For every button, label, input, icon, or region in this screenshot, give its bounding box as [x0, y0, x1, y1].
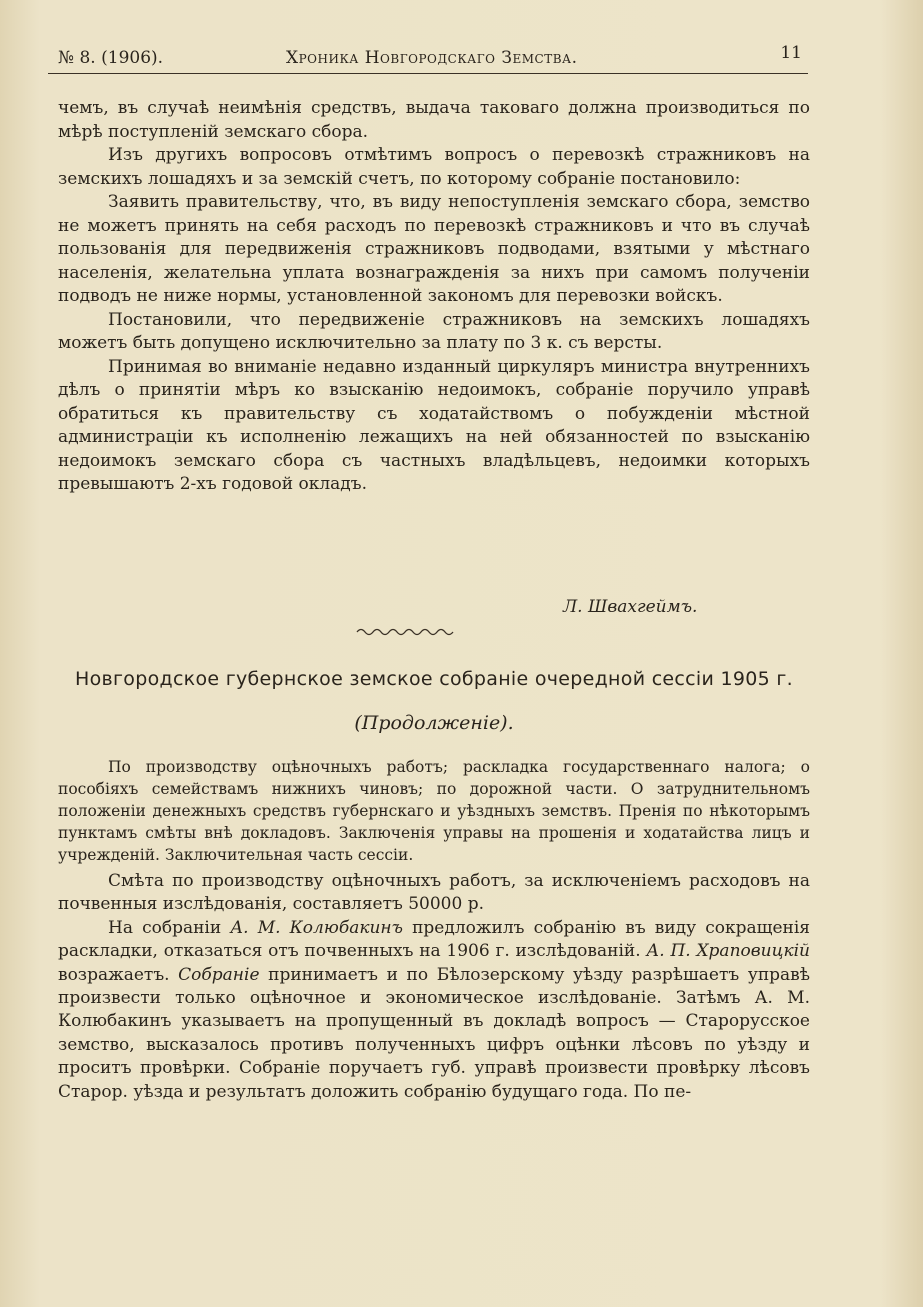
- paragraph-1: чемъ, въ случаѣ неимѣнія средствъ, выдача таковаго должна производиться по мѣрѣ поступленій земскаго сбора.: [58, 98, 810, 142]
- article-title: Новгородское губернское земское собраніе очередной сессіи 1905 г.: [75, 668, 793, 690]
- article-paragraph-2: [58, 917, 810, 1104]
- text-run: возражаетъ.: [58, 964, 179, 985]
- header-rule: [48, 73, 808, 74]
- person-name: А. М. Колюбакинъ: [230, 917, 403, 938]
- person-name: А. П. Храповицкій: [646, 941, 810, 962]
- assembly-name: Собраніе: [178, 964, 260, 985]
- article-summary: [58, 756, 810, 866]
- issue-number: № 8. (1906).: [58, 48, 164, 68]
- paragraph-5: Принимая во вниманіе недавно изданный циркуляръ министра внутреннихъ дѣлъ о принятіи мѣръ ко взысканію недоимокъ, собраніе поручило управѣ обратиться къ правительству съ ходатайствомъ о побужденіи мѣстной администраціи къ исполненію лежащихъ на ней обязанностей по взысканію недоимокъ земскаго сбора съ частныхъ владѣльцевъ, недоимки которыхъ превышаютъ 2-хъ годовой окладъ.: [58, 356, 810, 494]
- text-run: предложилъ собранію въ виду сокращенія раскладки, отказаться отъ почвенныхъ на 1906 г. изслѣдованій.: [58, 917, 811, 962]
- journal-title: Хроника Новгородскаго Земства.: [286, 48, 578, 68]
- paragraph-4: Постановили, что передвиженіе стражниковъ на земскихъ лошадяхъ можетъ быть допущено исключительно за плату по 3 к. съ версты.: [58, 309, 810, 353]
- article-body: [58, 870, 810, 1104]
- text-run: принимаетъ и по Бѣлозерскому уѣзду разрѣшаетъ управѣ произвести только оцѣночное и экономическое изслѣдованіе. Затѣмъ А. М. Колюбакинъ указываетъ на пропущенный въ докладѣ вопросъ — Старорусское земство, высказалось противъ полученныхъ цифръ оцѣнки лѣсовъ по уѣзду и проситъ провѣрки. Собраніе поручаетъ губ. управѣ произвести провѣрку лѣсовъ Старор. уѣзда и результатъ доложить собранію будущаго года. По пе-: [58, 964, 810, 1102]
- page-number: 11: [780, 43, 802, 63]
- summary-text: По производству оцѣночныхъ работъ; раскладка государственнаго налога; о пособіяхъ семействамъ нижнихъ чиновъ; по дорожной части. О затруднительномъ положеніи денежныхъ средствъ губернскаго и уѣздныхъ земствъ. Пренія по нѣкоторымъ пунктамъ смѣты внѣ докладовъ. Заключенія управы на прошенія и ходатайства лицъ и учрежденій. Заключительная часть сессіи.: [58, 758, 810, 864]
- author-signature: Л. Швахгеймъ.: [563, 597, 698, 617]
- paragraph-3: Заявить правительству, что, въ виду непоступленія земскаго сбора, земство не можетъ принять на себя расходъ по перевозкѣ стражниковъ и что въ случаѣ пользованія для передвиженія стражниковъ подводами, взятыми у мѣстнаго населенія, желательна уплата вознагражденія за нихъ при самомъ полученіи подводъ не ниже нормы, установленной закономъ для перевозки войскъ.: [58, 192, 810, 306]
- ornamental-divider: [355, 625, 455, 639]
- page-header: [48, 38, 808, 74]
- article-subtitle: (Продолженіе).: [354, 712, 514, 734]
- article-paragraph-1: Смѣта по производству оцѣночныхъ работъ, за исключеніемъ расходовъ на почвенныя изслѣдованія, составляетъ 50000 р.: [58, 871, 810, 915]
- paragraph-2: Изъ другихъ вопросовъ отмѣтимъ вопросъ о перевозкѣ стражниковъ на земскихъ лошадяхъ и за земскій счетъ, по которому собраніе постановило:: [58, 145, 810, 189]
- section1-body: [58, 97, 810, 497]
- text-run: На собраніи: [108, 917, 231, 938]
